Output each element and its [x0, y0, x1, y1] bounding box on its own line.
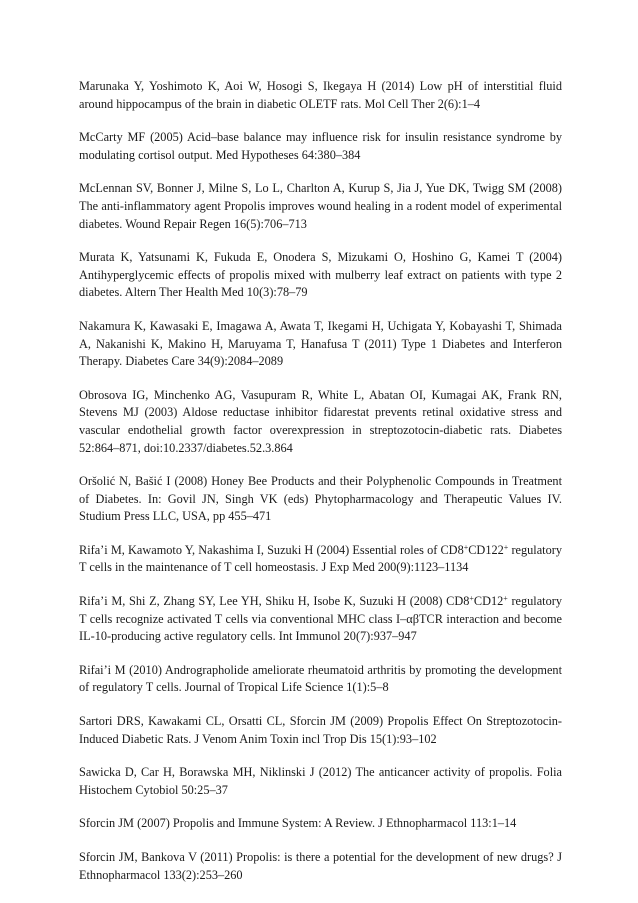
- reference-text-start: Rifa’i M, Shi Z, Zhang SY, Lee YH, Shiku H, Isobe K, Suzuki H (2008) CD8: [79, 594, 470, 609]
- superscript-plus: +: [463, 542, 469, 552]
- reference-entry: Nakamura K, Kawasaki E, Imagawa A, Awata T, Ikegami H, Uchigata Y, Kobayashi T, Shimada A, Nakanishi K, Makino H, Maruyama T, Hanafusa T (2011) Type 1 Diabetes and Interferon Therapy. Diabetes Care 34(9):2084–2089: [79, 318, 562, 369]
- reference-list: [79, 78, 562, 900]
- superscript-plus: +: [469, 594, 474, 604]
- reference-entry: Oršolić N, Bašić I (2008) Honey Bee Products and their Polyphenolic Compounds in Treatment of Diabetes. In: Govil JN, Singh VK (eds) Phytopharmacology and Therapeutic Values IV. Studium Press LLC, USA, pp 455–471: [79, 474, 562, 524]
- reference-entry: Sawicka D, Car H, Borawska MH, Niklinski J (2012) The anticancer activity of propolis. Folia Histochem Cytobiol 50:25–37: [79, 765, 562, 797]
- reference-entry: Sforcin JM, Bankova V (2011) Propolis: is there a potential for the development of new drugs? J Ethnopharmacol 133(2):253–260: [79, 850, 562, 882]
- superscript-plus: +: [503, 594, 508, 604]
- reference-text-marker: CD122: [468, 542, 504, 557]
- reference-entry: McCarty MF (2005) Acid–base balance may influence risk for insulin resistance syndrome by modulating cortisol output. Med Hypotheses 64:380–384: [79, 130, 562, 162]
- reference-entry: Rifai’i M (2010) Andrographolide ameliorate rheumatoid arthritis by promoting the development of regulatory T cells. Journal of Tropical Life Science 1(1):5–8: [79, 662, 562, 695]
- reference-text-start: Rifa’i M, Kawamoto Y, Nakashima I, Suzuki H (2004) Essential roles of CD8: [79, 542, 464, 557]
- reference-entry: [79, 542, 562, 577]
- reference-entry: McLennan SV, Bonner J, Milne S, Lo L, Charlton A, Kurup S, Jia J, Yue DK, Twigg SM (2008) The anti-inflammatory agent Propolis improves wound healing in a rodent model of experimental diabetes. Wound Repair Regen 16(5):706–713: [79, 181, 562, 231]
- reference-entry: Sforcin JM (2007) Propolis and Immune System: A Review. J Ethnopharmacol 113:1–14: [79, 816, 517, 831]
- reference-entry: Sartori DRS, Kawakami CL, Orsatti CL, Sforcin JM (2009) Propolis Effect On Streptozotocin-Induced Diabetic Rats. J Venom Anim Toxin incl Trop Dis 15(1):93–102: [79, 714, 562, 746]
- reference-text-end: regulatory T cells in the maintenance of T cell homeostasis. J Exp Med 200(9):1123–1134: [79, 542, 562, 575]
- reference-entry: Murata K, Yatsunami K, Fukuda E, Onodera S, Mizukami O, Hoshino G, Kamei T (2004) Antihyperglycemic effects of propolis mixed with mulberry leaf extract on patients with type 2 diabetes. Altern Ther Health Med 10(3):78–79: [79, 250, 562, 300]
- reference-entry: Marunaka Y, Yoshimoto K, Aoi W, Hosogi S, Ikegaya H (2014) Low pH of interstitial fluid around hippocampus of the brain in diabetic OLETF rats. Mol Cell Ther 2(6):1–4: [79, 79, 562, 111]
- reference-entry: [79, 593, 562, 646]
- reference-entry: Obrosova IG, Minchenko AG, Vasupuram R, White L, Abatan OI, Kumagai AK, Frank RN, Stevens MJ (2003) Aldose reductase inhibitor fidarestat prevents retinal oxidative stress and vascular endothelial growth factor overexpression in streptozotocin-diabetic rats. Diabetes 52:864–871, doi:10.2337/diabetes.52.3.864: [79, 387, 562, 455]
- superscript-plus: +: [503, 542, 509, 552]
- reference-text-end: regulatory T cells recognize activated T cells via conventional MHC class I–αβTCR interaction and become IL-10-producing active regulatory cells. Int Immunol 20(7):937–947: [79, 594, 562, 644]
- reference-text-marker: CD12: [473, 594, 504, 609]
